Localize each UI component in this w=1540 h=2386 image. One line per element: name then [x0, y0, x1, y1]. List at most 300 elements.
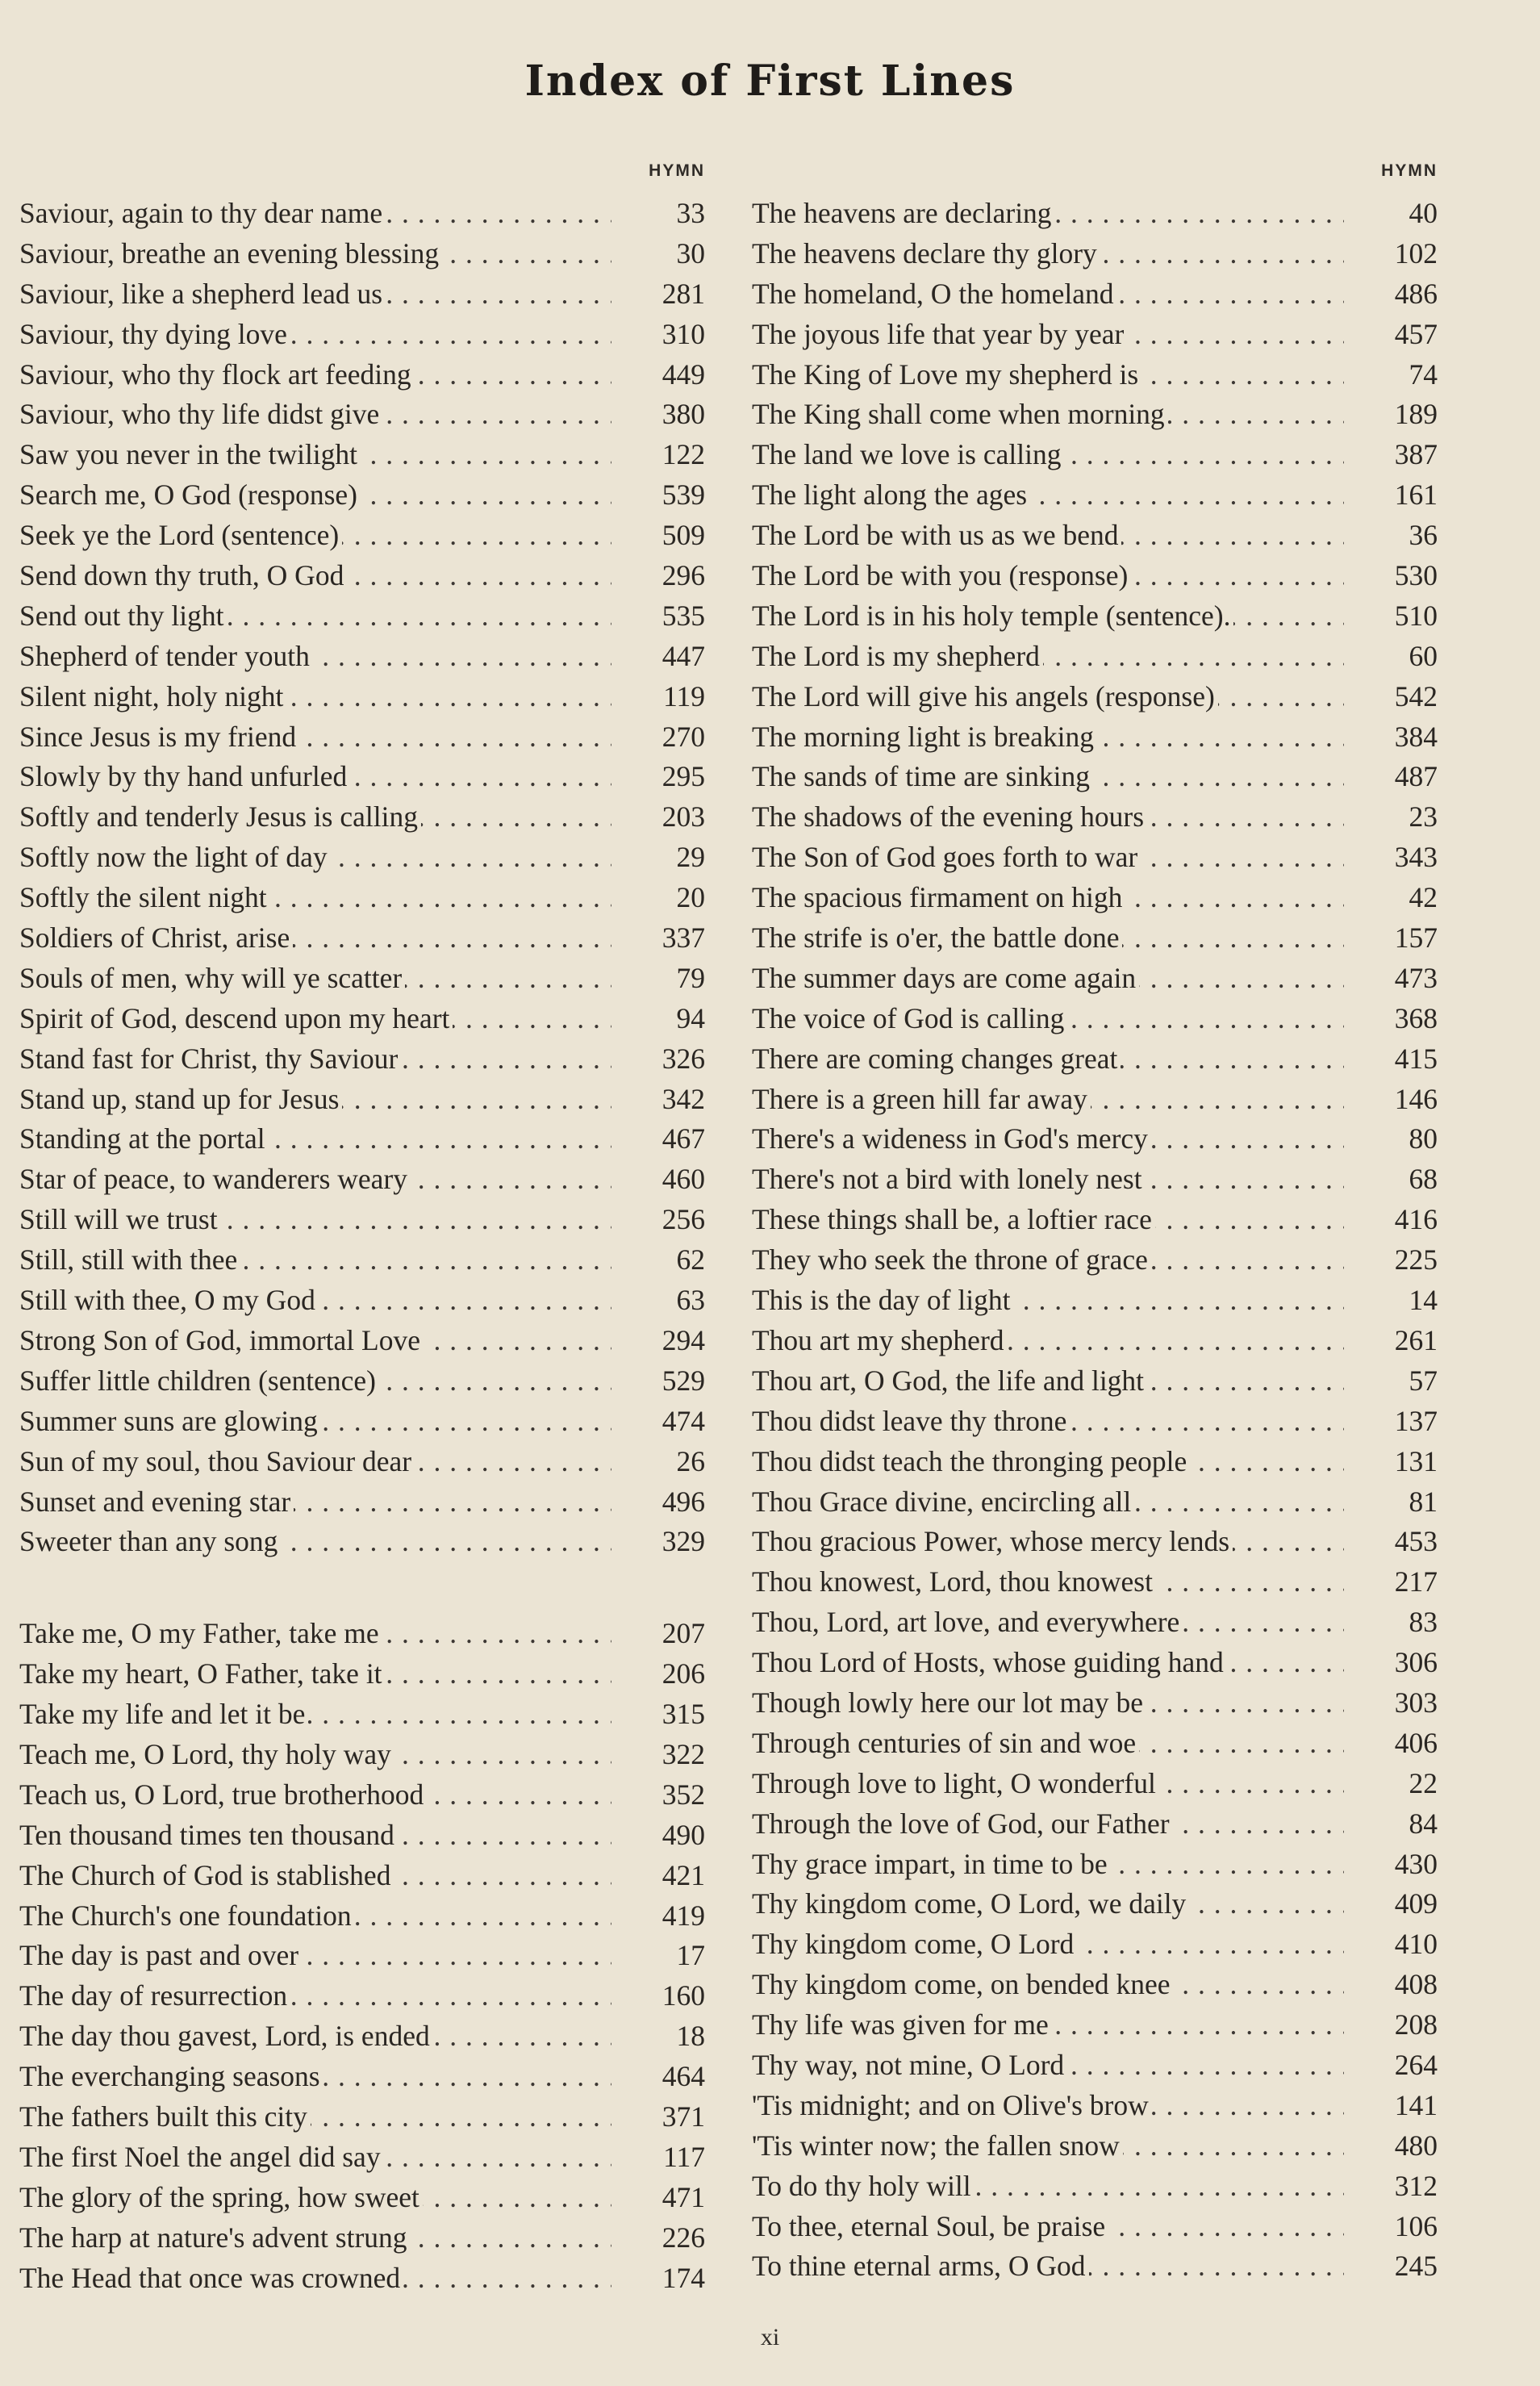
first-line: Take me, O my Father, take me: [19, 1617, 382, 1649]
first-line: Softly now the light of day: [19, 841, 331, 873]
index-entry: [752, 878, 1438, 918]
index-entry: [19, 1080, 705, 1120]
hymn-number: 79: [611, 959, 705, 999]
entry-leader: [19, 797, 611, 838]
hymn-number: 122: [611, 435, 705, 475]
index-entry: [752, 838, 1438, 878]
index-entry: [19, 1976, 705, 2016]
entry-leader: [19, 2218, 611, 2259]
first-line: The King of Love my shepherd is: [752, 358, 1141, 391]
hymn-number: 207: [611, 1614, 705, 1654]
hymn-number: 447: [611, 637, 705, 677]
hymn-number: 387: [1344, 435, 1438, 475]
entry-leader: [752, 1562, 1344, 1603]
entry-leader: [752, 637, 1344, 677]
hymn-number: 408: [1344, 1965, 1438, 2005]
first-line: Saviour, again to thy dear name: [19, 197, 386, 229]
entry-leader: [19, 2178, 611, 2218]
first-line: Thou, Lord, art love, and everywhere: [752, 1606, 1183, 1638]
hymn-column-header: HYMN: [649, 161, 705, 180]
first-line: The Lord will give his angels (response): [752, 680, 1218, 712]
hymn-number: 453: [1344, 1522, 1438, 1562]
page-number: xi: [760, 2324, 780, 2350]
entry-leader: [19, 1976, 611, 2016]
entry-leader: [19, 677, 611, 717]
first-line: Through love to light, O wonderful: [752, 1767, 1159, 1799]
first-line: Since Jesus is my friend: [19, 721, 299, 753]
index-entry: [752, 918, 1438, 959]
hymn-number: 530: [1344, 556, 1438, 596]
entry-leader: [19, 2057, 611, 2097]
index-entry: [19, 1614, 705, 1654]
entry-leader: [752, 1683, 1344, 1724]
hymn-number: 23: [1344, 797, 1438, 838]
index-entry: [19, 2178, 705, 2218]
index-entry: [19, 2218, 705, 2259]
first-line: Thou gracious Power, whose mercy lends: [752, 1525, 1233, 1557]
entry-leader: [19, 1321, 611, 1361]
hymn-number: 81: [1344, 1482, 1438, 1523]
first-line: They who seek the throne of grace: [752, 1243, 1151, 1276]
index-entry: [752, 1080, 1438, 1120]
hymn-number: 40: [1344, 194, 1438, 234]
index-entry: [19, 274, 705, 315]
index-entry: [752, 757, 1438, 797]
hymn-number: 342: [611, 1080, 705, 1120]
index-entry: [19, 1775, 705, 1816]
first-line: The first Noel the angel did say: [19, 2141, 384, 2173]
index-entry: [752, 435, 1438, 475]
index-entry: [19, 797, 705, 838]
first-line: The shadows of the evening hours: [752, 800, 1147, 833]
hymn-number: 496: [611, 1482, 705, 1523]
hymn-number: 487: [1344, 757, 1438, 797]
first-line: Thou didst leave thy throne: [752, 1405, 1070, 1437]
entry-leader: [752, 234, 1344, 274]
entry-leader: [752, 838, 1344, 878]
hymn-number: 406: [1344, 1724, 1438, 1764]
entry-leader: [752, 2045, 1344, 2086]
entry-leader: [752, 1965, 1344, 2005]
index-entry: [19, 556, 705, 596]
index-entry: [19, 1039, 705, 1080]
first-line: Shepherd of tender youth: [19, 640, 313, 672]
index-entry: [19, 234, 705, 274]
index-entry: [752, 315, 1438, 355]
hymn-number: 18: [611, 2016, 705, 2057]
entry-leader: [19, 556, 611, 596]
index-entry: [752, 1643, 1438, 1683]
index-entry: [752, 677, 1438, 717]
entry-leader: [19, 1442, 611, 1482]
index-entry: [19, 2137, 705, 2178]
first-line: Softly the silent night: [19, 881, 270, 913]
hymn-number: 245: [1344, 2246, 1438, 2287]
entry-leader: [752, 717, 1344, 758]
first-line: The joyous life that year by year: [752, 318, 1127, 350]
index-entry: [752, 1200, 1438, 1240]
hymn-number: 160: [611, 1976, 705, 2016]
index-entry: [19, 1816, 705, 1856]
hymn-number: 326: [611, 1039, 705, 1080]
index-entry: [19, 1402, 705, 1442]
index-entry: [752, 1160, 1438, 1200]
entry-leader: [752, 677, 1344, 717]
index-entry: [19, 1936, 705, 1976]
first-line: To do thy holy will: [752, 2170, 974, 2202]
index-entry: [752, 234, 1438, 274]
hymn-number: 421: [611, 1856, 705, 1896]
entry-leader: [752, 1119, 1344, 1160]
index-entry: [752, 274, 1438, 315]
hymn-number: 146: [1344, 1080, 1438, 1120]
entry-leader: [19, 274, 611, 315]
index-entry: [752, 2207, 1438, 2247]
hymn-number: 306: [1344, 1643, 1438, 1683]
first-line: Soldiers of Christ, arise: [19, 921, 293, 954]
entry-leader: [19, 1119, 611, 1160]
entry-leader: [19, 757, 611, 797]
index-entry: [752, 1562, 1438, 1603]
first-line: Thou Grace divine, encircling all: [752, 1486, 1134, 1518]
first-line: To thee, eternal Soul, be praise: [752, 2210, 1108, 2242]
first-line: The homeland, O the homeland: [752, 278, 1117, 310]
entry-leader: [752, 315, 1344, 355]
entry-leader: [19, 475, 611, 516]
entry-leader: [752, 757, 1344, 797]
entry-leader: [752, 959, 1344, 999]
index-entry: [752, 395, 1438, 435]
entry-leader: [752, 2246, 1344, 2287]
entry-leader: [752, 2086, 1344, 2126]
hymn-number: 415: [1344, 1039, 1438, 1080]
hymn-number: 529: [611, 1361, 705, 1402]
first-line: Stand fast for Christ, thy Saviour: [19, 1043, 401, 1075]
first-line: Thy kingdom come, on bended knee: [752, 1968, 1174, 2000]
hymn-number: 256: [611, 1200, 705, 1240]
first-line: The harp at nature's advent strung: [19, 2221, 411, 2254]
index-entry: [752, 1522, 1438, 1562]
entry-leader: [752, 1764, 1344, 1804]
hymn-number: 225: [1344, 1240, 1438, 1281]
hymn-number: 20: [611, 878, 705, 918]
entry-leader: [752, 797, 1344, 838]
hymn-number: 467: [611, 1119, 705, 1160]
entry-leader: [19, 1614, 611, 1654]
entry-leader: [752, 2207, 1344, 2247]
hymn-number: 84: [1344, 1804, 1438, 1845]
first-line: Seek ye the Lord (sentence): [19, 519, 342, 551]
index-entry: [19, 1442, 705, 1482]
hymn-number: 102: [1344, 234, 1438, 274]
first-line: Summer suns are glowing: [19, 1405, 321, 1437]
first-line: The day thou gavest, Lord, is ended: [19, 2020, 433, 2052]
entry-leader: [19, 2016, 611, 2057]
index-entry: [19, 1896, 705, 1937]
hymn-number: 296: [611, 556, 705, 596]
hymn-number: 63: [611, 1281, 705, 1321]
hymn-number: 33: [611, 194, 705, 234]
first-line: Though lowly here our lot may be: [752, 1686, 1146, 1719]
hymn-number: 206: [611, 1654, 705, 1694]
index-entry: [19, 1240, 705, 1281]
hymn-number: 294: [611, 1321, 705, 1361]
section-gap: [19, 1562, 705, 1614]
entry-leader: [752, 2005, 1344, 2045]
entry-leader: [752, 1039, 1344, 1080]
entry-leader: [19, 999, 611, 1039]
hymn-number: 261: [1344, 1321, 1438, 1361]
index-entry: [752, 637, 1438, 677]
hymn-number: 57: [1344, 1361, 1438, 1402]
index-entry: [19, 395, 705, 435]
index-entry: [19, 355, 705, 395]
entry-leader: [752, 1482, 1344, 1523]
first-line: Still, still with thee: [19, 1243, 240, 1276]
entry-leader: [19, 1281, 611, 1321]
entry-leader: [752, 1160, 1344, 1200]
first-line: Saviour, like a shepherd lead us: [19, 278, 386, 310]
first-line: To thine eternal arms, O God: [752, 2250, 1089, 2282]
first-line: Take my heart, O Father, take it: [19, 1657, 386, 1690]
index-entry: [752, 1281, 1438, 1321]
hymn-number: 36: [1344, 516, 1438, 556]
hymn-number: 535: [611, 596, 705, 637]
hymn-number: 542: [1344, 677, 1438, 717]
hymn-number: 343: [1344, 838, 1438, 878]
hymn-number: 410: [1344, 1924, 1438, 1965]
first-line: 'Tis winter now; the fallen snow: [752, 2129, 1123, 2162]
entry-leader: [752, 596, 1344, 637]
entry-leader: [19, 1775, 611, 1816]
hymn-number: 490: [611, 1816, 705, 1856]
first-line: The land we love is calling: [752, 438, 1064, 470]
hymn-number: 430: [1344, 1845, 1438, 1885]
first-line: This is the day of light: [752, 1284, 1013, 1316]
index-entry: [752, 959, 1438, 999]
first-line: Thou didst teach the thronging people: [752, 1445, 1190, 1477]
first-line: Teach me, O Lord, thy holy way: [19, 1738, 394, 1770]
entry-leader: [19, 435, 611, 475]
first-line: The heavens are declaring: [752, 197, 1055, 229]
first-line: The Lord be with us as we bend: [752, 519, 1121, 551]
entry-leader: [752, 1845, 1344, 1885]
index-entry: [752, 2086, 1438, 2126]
entry-leader: [19, 1039, 611, 1080]
index-entry: [752, 2045, 1438, 2086]
hymn-number: 141: [1344, 2086, 1438, 2126]
hymn-number: 312: [1344, 2167, 1438, 2207]
index-entry: [19, 1281, 705, 1321]
hymn-number: 464: [611, 2057, 705, 2097]
first-line: Sweeter than any song: [19, 1525, 281, 1557]
first-line: The morning light is breaking: [752, 721, 1097, 753]
entry-leader: [19, 1896, 611, 1937]
hymn-number: 226: [611, 2218, 705, 2259]
entry-leader: [19, 194, 611, 234]
entry-leader: [752, 274, 1344, 315]
hymn-number: 310: [611, 315, 705, 355]
index-entry: [752, 1442, 1438, 1482]
first-line: Through centuries of sin and woe: [752, 1727, 1139, 1759]
index-entry: [19, 757, 705, 797]
entry-leader: [752, 516, 1344, 556]
index-entry: [752, 1764, 1438, 1804]
index-entry: [752, 1321, 1438, 1361]
first-line: The heavens declare thy glory: [752, 237, 1100, 270]
first-line: There's a wideness in God's mercy: [752, 1122, 1151, 1155]
entry-leader: [19, 516, 611, 556]
first-line: The fathers built this city: [19, 2100, 311, 2133]
entry-leader: [752, 1442, 1344, 1482]
hymn-number: 217: [1344, 1562, 1438, 1603]
first-line: Thy way, not mine, O Lord: [752, 2049, 1067, 2081]
index-entry: [752, 1240, 1438, 1281]
index-entry: [19, 1856, 705, 1896]
hymn-number: 203: [611, 797, 705, 838]
entry-leader: [19, 395, 611, 435]
hymn-number: 26: [611, 1442, 705, 1482]
index-entry: [19, 878, 705, 918]
index-entry: [19, 918, 705, 959]
first-line: The Church of God is stablished: [19, 1859, 394, 1891]
entry-leader: [19, 918, 611, 959]
hymn-number: 457: [1344, 315, 1438, 355]
entry-leader: [19, 1735, 611, 1775]
hymn-number: 208: [1344, 2005, 1438, 2045]
first-line: Thy life was given for me: [752, 2008, 1052, 2041]
entry-leader: [752, 878, 1344, 918]
hymn-number: 62: [611, 1240, 705, 1281]
index-entry: [19, 717, 705, 758]
index-entry: [752, 1845, 1438, 1885]
hymn-number: 295: [611, 757, 705, 797]
first-line: There is a green hill far away: [752, 1083, 1091, 1115]
first-line: The voice of God is calling: [752, 1002, 1067, 1034]
index-entry: [19, 637, 705, 677]
entry-leader: [19, 959, 611, 999]
first-line: Thou art my shepherd: [752, 1324, 1008, 1356]
entry-leader: [19, 717, 611, 758]
hymn-number: 137: [1344, 1402, 1438, 1442]
hymn-number: 60: [1344, 637, 1438, 677]
index-entry: [752, 1039, 1438, 1080]
first-line: Saw you never in the twilight: [19, 438, 361, 470]
entry-leader: [752, 2126, 1344, 2167]
first-line: Saviour, breathe an evening blessing: [19, 237, 442, 270]
hymn-number: 486: [1344, 274, 1438, 315]
index-entry: [19, 315, 705, 355]
entry-leader: [19, 1936, 611, 1976]
entry-leader: [752, 395, 1344, 435]
hymn-number: 510: [1344, 596, 1438, 637]
index-entry: [19, 516, 705, 556]
hymn-number: 157: [1344, 918, 1438, 959]
entry-leader: [19, 355, 611, 395]
entry-leader: [19, 1482, 611, 1523]
index-entry: [752, 999, 1438, 1039]
first-line: Still will we trust: [19, 1203, 221, 1235]
first-line: The strife is o'er, the battle done: [752, 921, 1122, 954]
hymn-number: 83: [1344, 1603, 1438, 1643]
entry-leader: [19, 2259, 611, 2299]
first-line: The Lord be with you (response): [752, 559, 1131, 591]
hymn-number: 94: [611, 999, 705, 1039]
entry-leader: [752, 1281, 1344, 1321]
first-line: There are coming changes great: [752, 1043, 1121, 1075]
hymn-number: 106: [1344, 2207, 1438, 2247]
first-line: The Head that once was crowned: [19, 2262, 403, 2294]
index-entry: [752, 1724, 1438, 1764]
first-line: Softly and tenderly Jesus is calling: [19, 800, 421, 833]
entry-leader: [752, 1804, 1344, 1845]
index-entry: [752, 1924, 1438, 1965]
index-entry: [19, 1160, 705, 1200]
page-title: Index of First Lines: [524, 56, 1016, 106]
hymn-number: 29: [611, 838, 705, 878]
index-entry: [752, 1361, 1438, 1402]
first-line: Search me, O God (response): [19, 478, 361, 511]
entry-leader: [752, 1200, 1344, 1240]
index-entry: [19, 1654, 705, 1694]
hymn-number: 14: [1344, 1281, 1438, 1321]
index-entry: [19, 1482, 705, 1523]
index-entry: [19, 2097, 705, 2137]
hymn-number: 473: [1344, 959, 1438, 999]
right-column: [752, 161, 1438, 2287]
first-line: The day is past and over: [19, 1939, 302, 1971]
index-entry: [19, 1321, 705, 1361]
first-line: Saviour, thy dying love: [19, 318, 290, 350]
entry-leader: [752, 556, 1344, 596]
hymn-number: 474: [611, 1402, 705, 1442]
hymn-number: 371: [611, 2097, 705, 2137]
first-line: Send down thy truth, O God: [19, 559, 347, 591]
hymn-number: 161: [1344, 475, 1438, 516]
index-entry: [752, 556, 1438, 596]
index-entry: [19, 999, 705, 1039]
index-entry: [19, 2259, 705, 2299]
index-entry: [752, 1683, 1438, 1724]
hymn-number: 480: [1344, 2126, 1438, 2167]
first-line: The summer days are come again: [752, 962, 1139, 994]
entry-leader: [752, 194, 1344, 234]
index-entry: [752, 1482, 1438, 1523]
hymn-number: 460: [611, 1160, 705, 1200]
index-entry: [19, 1119, 705, 1160]
hymn-number: 174: [611, 2259, 705, 2299]
first-line: Take my life and let it be: [19, 1698, 308, 1730]
index-entry: [19, 1361, 705, 1402]
index-group-s: [19, 194, 705, 1562]
hymn-number: 419: [611, 1896, 705, 1937]
entry-leader: [19, 1694, 611, 1735]
index-group-t-continued: [752, 194, 1438, 2287]
index-group-t: [19, 1614, 705, 2298]
left-column: [19, 161, 705, 2298]
entry-leader: [752, 1522, 1344, 1562]
hymn-number: 80: [1344, 1119, 1438, 1160]
hymn-number: 264: [1344, 2045, 1438, 2086]
first-line: Send out thy light: [19, 600, 227, 632]
entry-leader: [752, 1603, 1344, 1643]
hymn-number: 281: [611, 274, 705, 315]
index-entry: [752, 2246, 1438, 2287]
entry-leader: [19, 637, 611, 677]
first-line: The sands of time are sinking: [752, 760, 1093, 792]
entry-leader: [752, 1080, 1344, 1120]
first-line: Thy grace impart, in time to be: [752, 1848, 1111, 1880]
